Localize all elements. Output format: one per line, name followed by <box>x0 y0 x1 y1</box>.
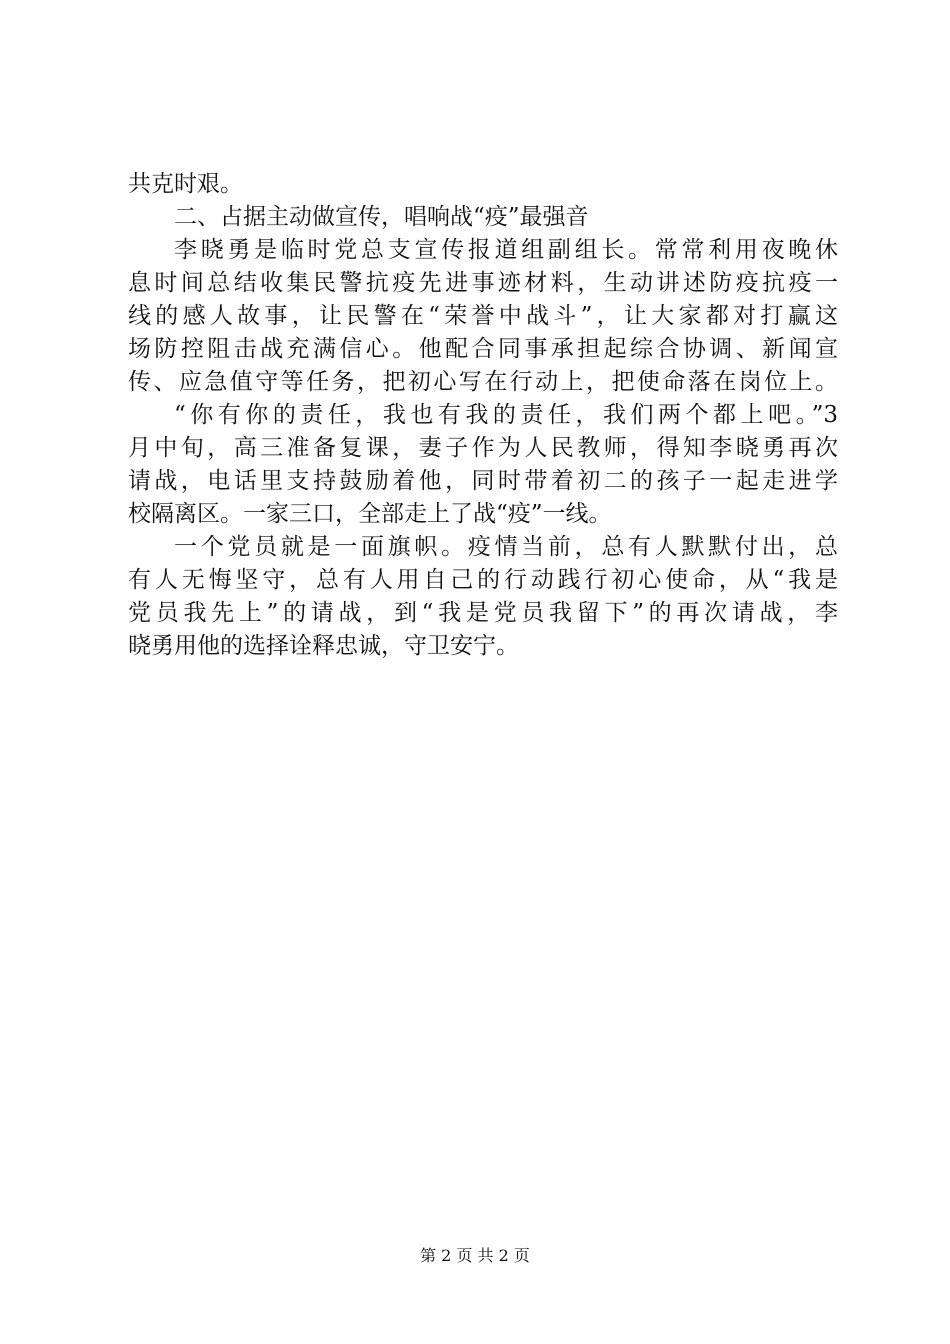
text-line: 晓勇用他的选择诠释忠诚，守卫安宁。 <box>128 633 519 659</box>
text-line: 息时间总结收集民警抗疫先进事迹材料，生动讲述防疫抗疫一 <box>128 270 838 296</box>
page-footer <box>0 1246 950 1266</box>
text-line: 李晓勇是临时党总支宣传报道组副组长。常常利用夜晚休 <box>174 237 838 263</box>
section-heading: 二、占据主动做宣传，唱响战“疫”最强音 <box>174 204 589 230</box>
text-line: 场防控阻击战充满信心。他配合同事承担起综合协调、新闻宣 <box>128 336 838 362</box>
text-line: 校隔离区。一家三口，全部走上了战“疫”一线。 <box>128 501 612 527</box>
text-line: 传、应急值守等任务，把初心写在行动上，把使命落在岗位上。 <box>128 369 838 395</box>
text-line: 线的感人故事，让民警在“荣誉中战斗”，让大家都对打赢这 <box>128 303 838 329</box>
text-line: 月中旬，高三准备复课，妻子作为人民教师，得知李晓勇再次 <box>128 435 838 461</box>
text-line: 请战，电话里支持鼓励着他，同时带着初二的孩子一起走进学 <box>128 468 838 494</box>
text-line: 有人无悔坚守，总有人用自己的行动践行初心使命，从“我是 <box>128 567 838 593</box>
page-number-label: 第 2 页 共 2 页 <box>420 1246 530 1265</box>
text-line: 一个党员就是一面旗帜。疫情当前，总有人默默付出，总 <box>174 534 838 560</box>
document-body <box>128 168 838 663</box>
text-line: 党员我先上”的请战，到“我是党员我留下”的再次请战，李 <box>128 600 838 626</box>
text-line: “你有你的责任，我也有我的责任，我们两个都上吧。”3 <box>174 402 838 428</box>
text-line: 共克时艰。 <box>128 171 243 197</box>
